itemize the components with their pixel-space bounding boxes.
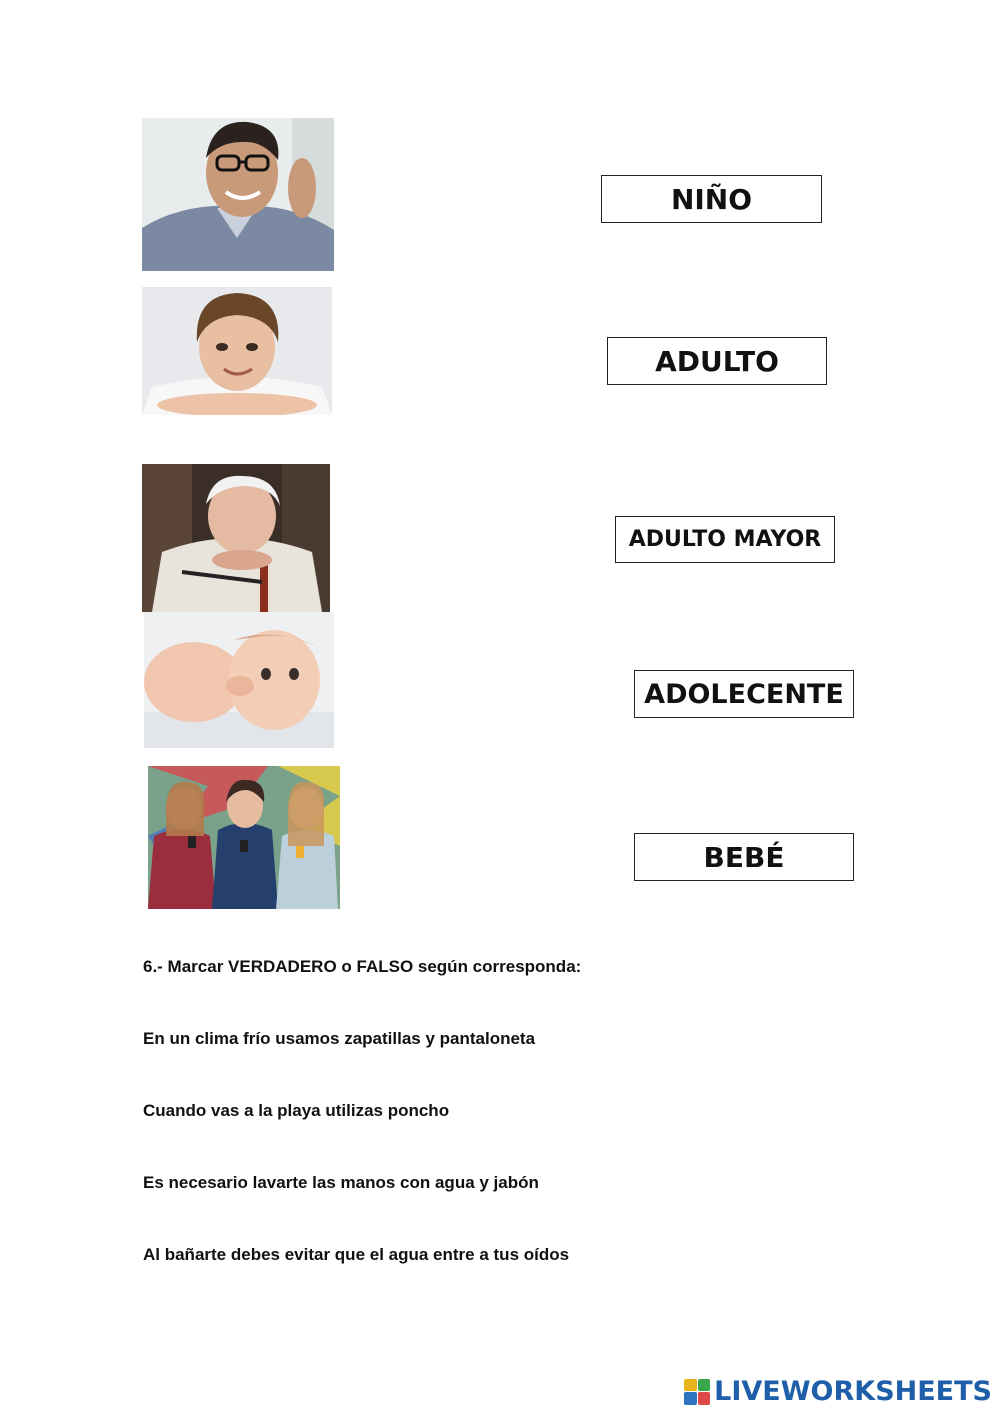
statement-4: Al bañarte debes evitar que el agua entre a tus oídos bbox=[143, 1245, 570, 1264]
label-text: ADULTO MAYOR bbox=[628, 527, 822, 552]
label-box-adolecente[interactable] bbox=[634, 670, 854, 718]
liveworksheets-logo bbox=[684, 1376, 992, 1407]
label-text: BEBÉ bbox=[703, 840, 785, 874]
liveworksheets-logo-icon bbox=[684, 1379, 710, 1405]
label-box-bebe[interactable] bbox=[634, 833, 854, 881]
label-box-nino[interactable] bbox=[601, 175, 822, 223]
baby-photo bbox=[144, 612, 334, 748]
statement-3: Es necesario lavarte las manos con agua y jabón bbox=[143, 1173, 539, 1192]
label-box-adulto-mayor[interactable] bbox=[615, 516, 835, 563]
statement-2: Cuando vas a la playa utilizas poncho bbox=[143, 1101, 450, 1120]
label-text: NIÑO bbox=[670, 182, 753, 216]
boy-photo bbox=[142, 287, 332, 415]
adult-man-photo bbox=[142, 118, 334, 271]
brand-text: LIVEWORKSHEETS bbox=[714, 1376, 992, 1407]
label-text: ADULTO bbox=[655, 344, 779, 378]
label-text: ADOLECENTE bbox=[644, 678, 844, 710]
elderly-man-photo bbox=[142, 464, 330, 612]
label-box-adulto[interactable] bbox=[607, 337, 827, 385]
question-title: 6.- Marcar VERDADERO o FALSO según corresponda: bbox=[143, 957, 582, 976]
teenagers-photo bbox=[148, 766, 340, 909]
statement-1: En un clima frío usamos zapatillas y pantaloneta bbox=[143, 1029, 536, 1048]
